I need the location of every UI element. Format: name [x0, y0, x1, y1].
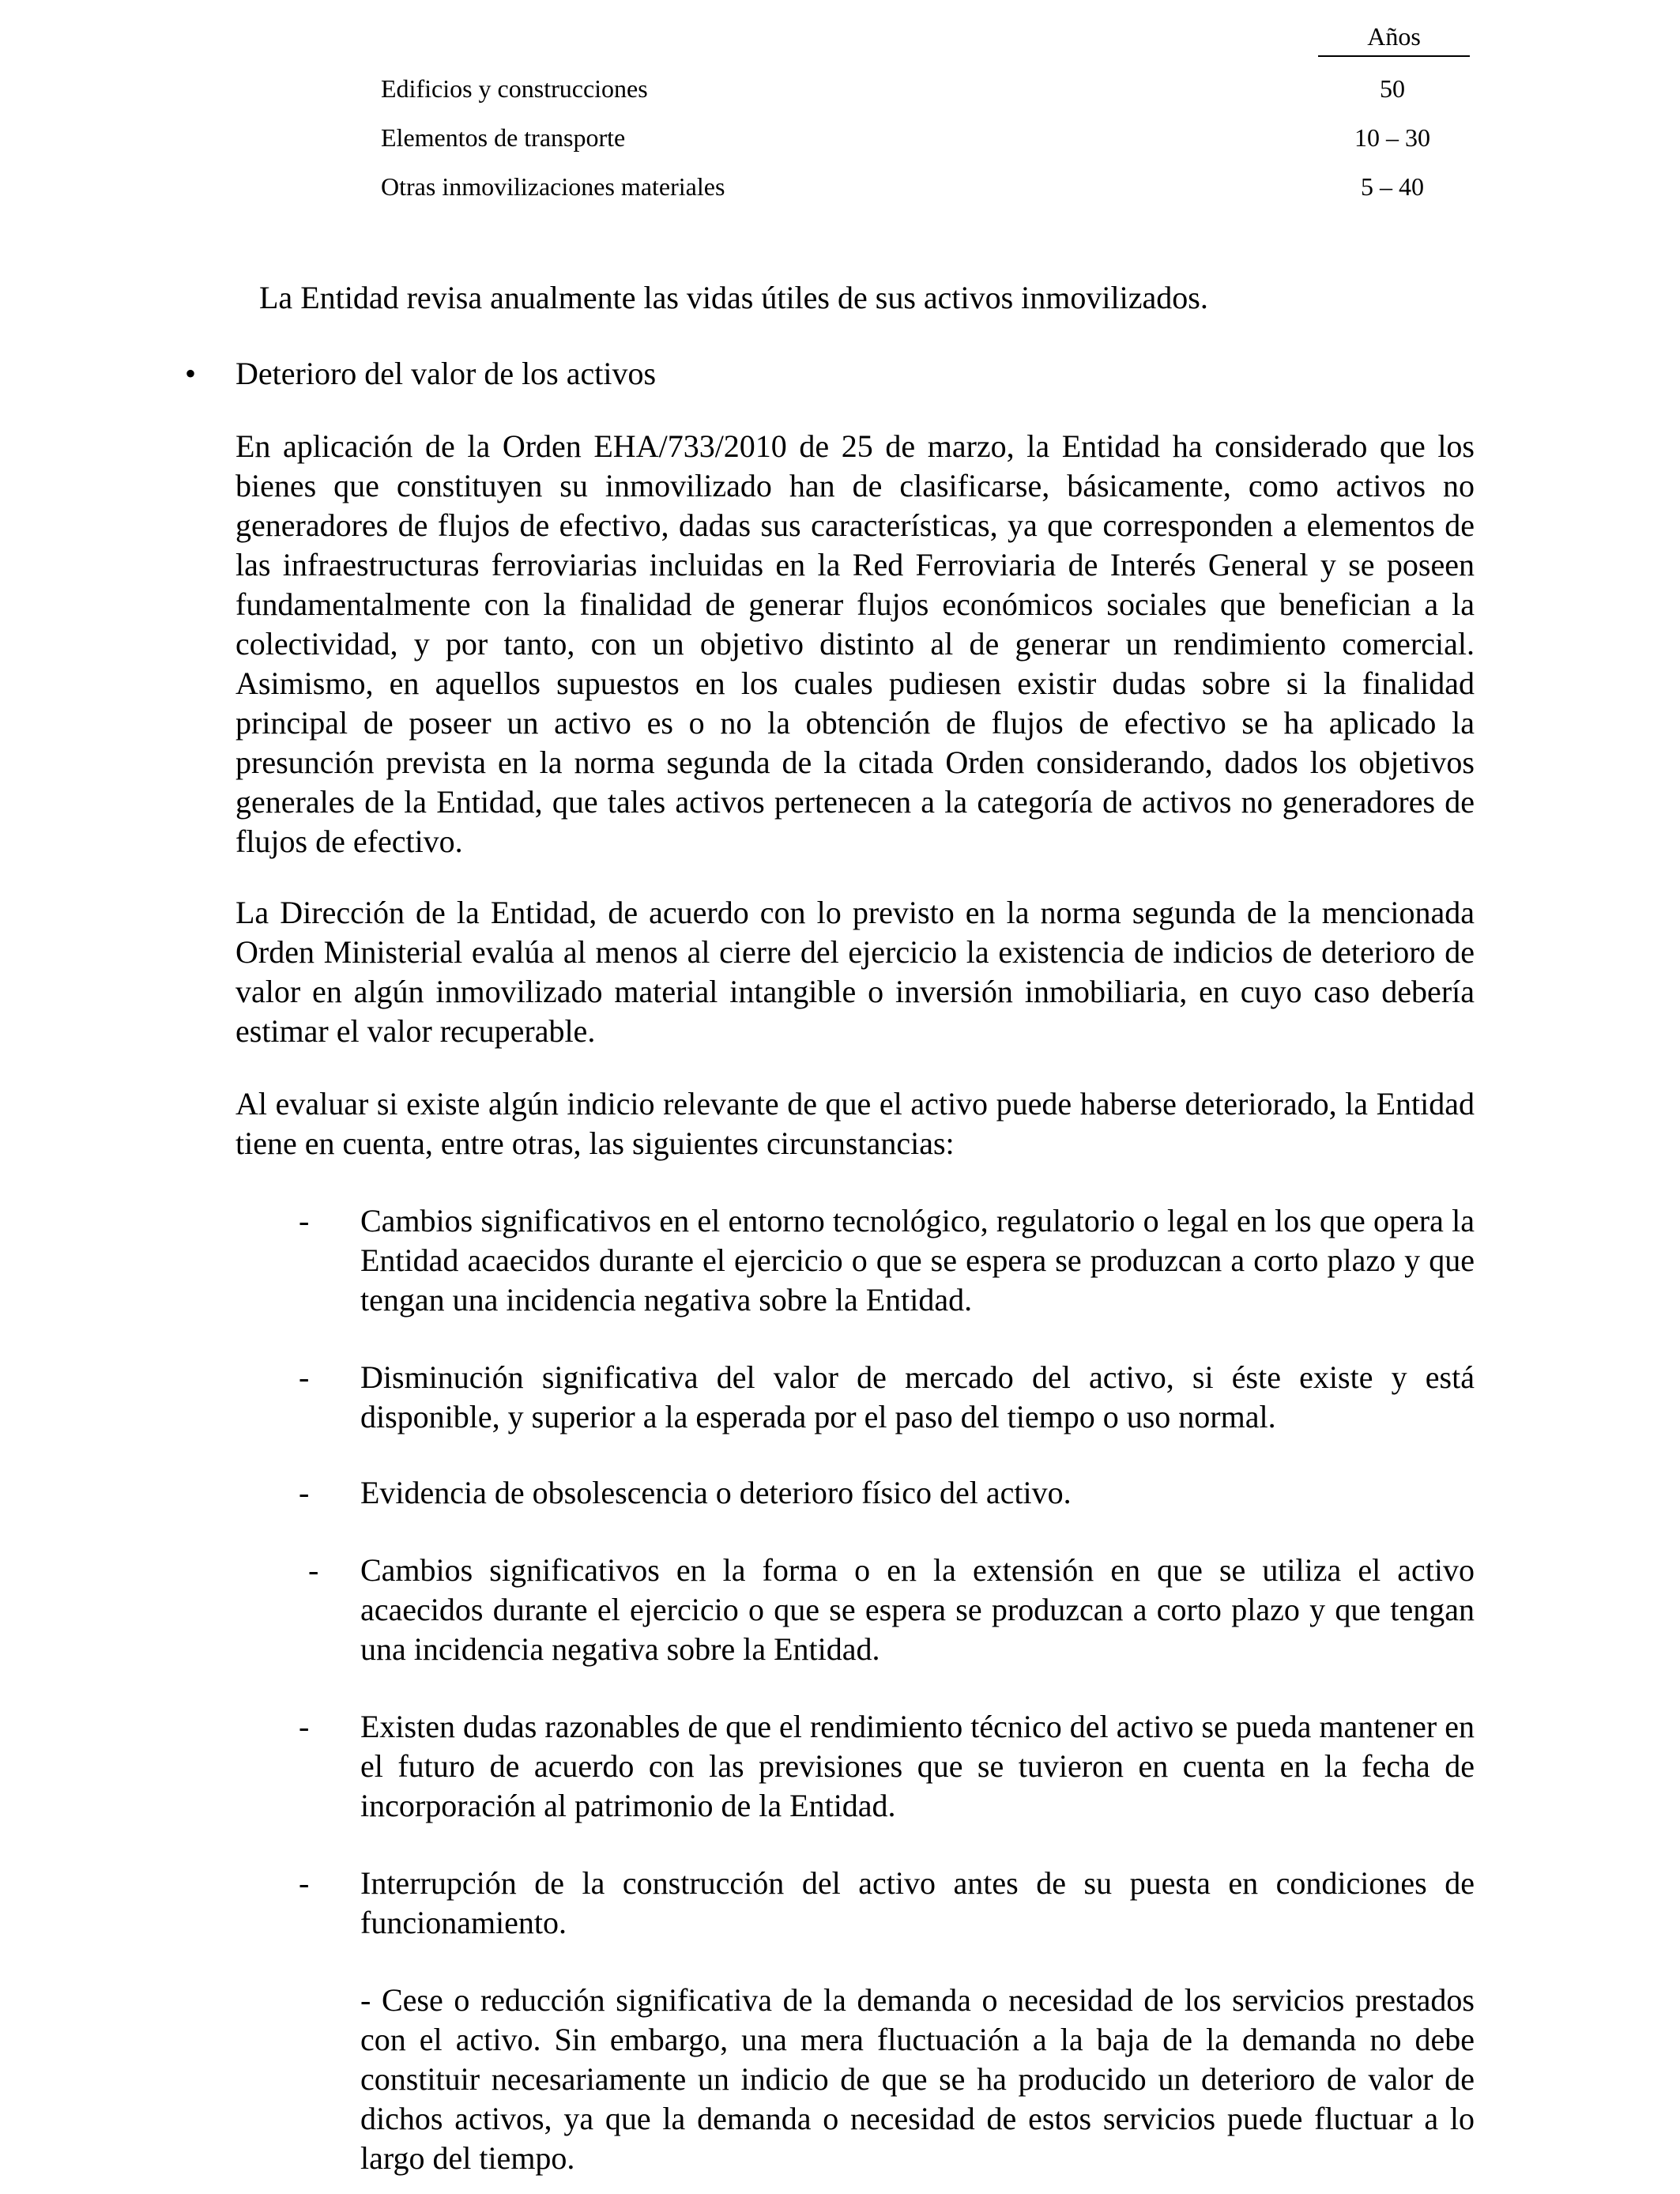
asset-years: 50	[1380, 74, 1405, 103]
paragraph-circumstances-intro: Al evaluar si existe algún indicio relevante de que el activo puede haberse deteriorado, la Entidad tiene en cuenta, entre otras, las siguientes circunstancias:	[235, 1086, 1475, 1161]
dash-marker: -	[299, 1865, 310, 1901]
paragraph-management-evaluation: La Dirección de la Entidad, de acuerdo con lo previsto en la norma segunda de la mencionada Orden Ministerial evalúa al menos al cierre del ejercicio la existencia de indicios de deterioro de valor en algún inmovilizado material intangible o inversión inmobiliaria, en cuyo caso debería estimar el valor recuperable.	[235, 895, 1475, 1049]
list-item: Evidencia de obsolescencia o deterioro físico del activo.	[360, 1475, 1072, 1510]
asset-name: Elementos de transporte	[381, 123, 626, 152]
dash-marker: -	[299, 1709, 310, 1744]
table-row	[381, 119, 1471, 156]
bullet-icon: •	[185, 356, 197, 391]
paragraph-impairment-classification: En aplicación de la Orden EHA/733/2010 de 25 de marzo, la Entidad ha considerado que los bienes que constituyen su inmovilizado han de clasificarse, básicamente, como activos no generadores de flujos de efectivo, dadas sus características, ya que corresponden a elementos de las infraestructuras ferroviarias incluidas en la Red Ferroviaria de Interés General y se poseen fundamentalmente con la finalidad de generar flujos económicos sociales que benefician a la colectividad, y por tanto, con un objetivo distinto al de generar un rendimiento comercial. Asimismo, en aquellos supuestos en los cuales pudiesen existir dudas sobre si la finalidad principal de poseer un activo es o no la obtención de flujos de efectivo se ha aplicado la presunción prevista en la norma segunda de la citada Orden considerando, dados los objetivos generales de la Entidad, que tales activos pertenecen a la categoría de activos no generadores de flujos de efectivo.	[235, 428, 1475, 859]
asset-years: 10 – 30	[1354, 123, 1430, 152]
years-column-header: Años	[1367, 22, 1421, 51]
list-item: Existen dudas razonables de que el rendimiento técnico del activo se pueda mantener en el futuro de acuerdo con las previsiones que se tuvieron en cuenta en la fecha de incorporación al patrimonio de la Entidad.	[360, 1709, 1475, 1823]
dash-marker: -	[299, 1203, 310, 1238]
list-item: Cambios significativos en el entorno tecnológico, regulatorio o legal en los que opera la Entidad acaecidos durante el ejercicio o que se espera se produzcan a corto plazo y que tengan una incidencia negativa sobre la Entidad.	[360, 1203, 1475, 1318]
annual-review-paragraph: La Entidad revisa anualmente las vidas útiles de sus activos inmovilizados.	[259, 280, 1208, 315]
dash-marker: -	[299, 1359, 310, 1395]
list-item: Interrupción de la construcción del activo antes de su puesta en condiciones de funcionamiento.	[360, 1865, 1475, 1940]
table-row	[381, 70, 1471, 107]
asset-name: Otras inmovilizaciones materiales	[381, 172, 725, 201]
list-item: Cambios significativos en la forma o en la extensión en que se utiliza el activo acaecidos durante el ejercicio o que se espera se produzcan a corto plazo y que tengan una incidencia negativa sobre la Entidad.	[360, 1552, 1475, 1667]
list-item: Disminución significativa del valor de mercado del activo, si éste existe y está disponible, y superior a la esperada por el paso del tiempo o uso normal.	[360, 1359, 1475, 1434]
asset-years: 5 – 40	[1361, 172, 1424, 201]
table-row	[381, 168, 1471, 205]
section-heading: Deterioro del valor de los activos	[235, 356, 657, 391]
dash-marker: -	[299, 1475, 310, 1510]
asset-name: Edificios y construcciones	[381, 74, 648, 103]
list-item: - Cese o reducción significativa de la demanda o necesidad de los servicios prestados con el activo. Sin embargo, una mera fluctuación a la baja de la demanda no debe constituir necesariamente un indicio de que se ha producido un deterioro de valor de dichos activos, ya que la demanda o necesidad de estos servicios puede fluctuar a lo largo del tiempo.	[360, 1982, 1475, 2176]
years-header-rule	[1318, 55, 1470, 57]
dash-marker: -	[308, 1552, 319, 1588]
